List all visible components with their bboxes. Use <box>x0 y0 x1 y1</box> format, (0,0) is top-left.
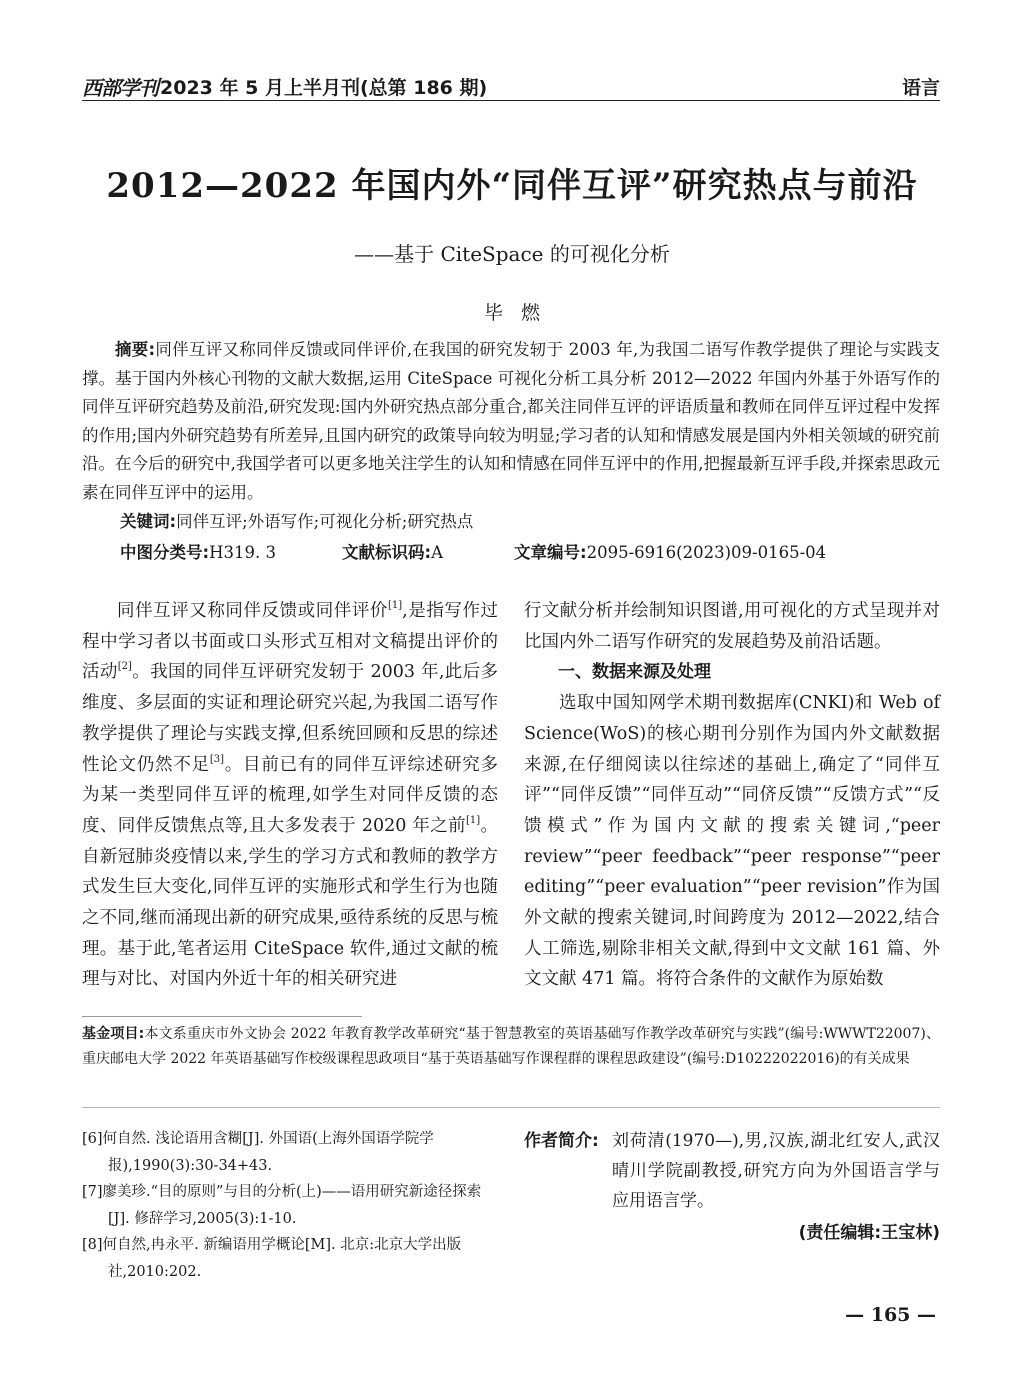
page-number: — 165 — <box>845 1304 936 1326</box>
section-divider <box>82 1107 940 1108</box>
clc-label: 中图分类号: <box>120 543 210 562</box>
keywords <box>120 508 473 532</box>
article-number <box>514 539 826 563</box>
author-name: 毕燃 <box>483 302 558 324</box>
intro-paragraph <box>82 596 498 995</box>
text-run: 同伴互评又称同伴反馈或同伴评价 <box>117 601 388 621</box>
header-rule <box>82 100 940 101</box>
document-code <box>342 539 443 563</box>
body-right-column <box>524 596 940 995</box>
reference-item: [8]何自然,冉永平. 新编语用学概论[M]. 北京:北京大学出版社,2010:202. <box>82 1237 462 1280</box>
clc-value: H319. 3 <box>209 543 276 562</box>
reference-list <box>82 1126 502 1285</box>
text-run: 。我国的同伴互评研究发轫于 2003 年,此后多维度、多层面的实证和理论研究兴起,为我国二语写作教学提供了理论与实践支撑,但系统回顾和反思的综述性论文仍然不足 <box>82 662 499 775</box>
body-left-column <box>82 596 498 995</box>
section-label: 语言 <box>901 77 940 99</box>
reference-item: [7]廖美珍.“目的原则”与目的分析(上)——语用研究新途径探索[J]. 修辞学习,2005(3):1-10. <box>82 1184 482 1227</box>
running-header <box>82 70 940 100</box>
citation: [1] <box>387 600 403 611</box>
editor-note: (责任编辑:王宝林) <box>798 1223 940 1243</box>
doc-value: A <box>431 543 444 562</box>
keywords-label: 关键词: <box>120 512 177 531</box>
section-heading: 一、数据来源及处理 <box>558 662 711 683</box>
citation: [1] <box>465 814 481 826</box>
keywords-text: 同伴互评;外语写作;可视化分析;研究热点 <box>176 512 474 531</box>
data-source-paragraph: 选取中国知网学术期刊数据库(CNKI)和 Web of Science(WoS)的核心期刊分别作为国内外文献数据来源,在仔细阅读以往综述的基础上,确定了“同伴互评”“同伴反馈”“同伴互动”“同侪反馈”“反馈方式”“反馈模式”作为国内文献的搜索关键词,“peer review”“peer feedback”“peer response”“peer editing”“peer evaluation”“peer revision”作为国外文献的搜索关键词,时间跨度为 2012—2022,结合人工筛选,剔除非相关文献,得到中文文献 161 篇、外文文献 471 篇。将符合条件的文献作为原始数 <box>524 693 940 990</box>
text-run: 。自新冠肺炎疫情以来,学生的学习方式和教师的教学方式发生巨大变化,同伴互评的实施形式和学生行为也随之不同,继而涌现出新的研究成果,亟待系统的反思与梳理。基于此,笔者运用 CiteSpace 软件,通过文献的梳理与对比、对国内外近十年的相关研究进 <box>82 815 498 990</box>
article-label: 文章编号: <box>514 543 587 562</box>
abstract <box>82 336 940 507</box>
funding-note <box>82 1022 940 1072</box>
intro-paragraph-continued: 行文献分析并绘制知识图谱,用可视化的方式呈现并对比国内外二语写作研究的发展趋势及前沿话题。 <box>524 601 940 652</box>
footnote-rule <box>82 1016 362 1017</box>
abstract-text: 同伴互评又称同伴反馈或同伴评价,在我国的研究发轫于 2003 年,为我国二语写作教学提供了理论与实践支撑。基于国内外核心刊物的文献大数据,运用 CiteSpace 可视化分析工具分析 2012—2022 年国内外基于外语写作的同伴互评研究趋势及前沿,研究发现:国内外研究热点部分重合,都关注同伴互评的评语质量和教师在同伴互评过程中发挥的作用;国内外研究趋势有所差异,且国内研究的政策导向较为明显;学习者的认知和情感发展是国内外相关领域的研究前沿。在今后的研究中,我国学者可以更多地关注学生的认知和情感在同伴互评中的作用,把握最新互评手段,并探索思政元素在同伴互评中的运用。 <box>82 340 940 502</box>
citation: [2] <box>117 661 132 673</box>
doc-label: 文献标识码: <box>342 543 432 562</box>
journal-logo: 西部学刊 <box>82 76 158 100</box>
author-bio-text: 刘荷清(1970—),男,汉族,湖北红安人,武汉晴川学院副教授,研究方向为外国语言学与应用语言学。 <box>612 1131 940 1211</box>
text-run: 。目前已有的同伴互评综述研究多为某一类型同伴互评的梳理,如学生对同伴反馈的态度、同伴反馈焦点等,且大多发表于 2020 年之前 <box>82 754 499 836</box>
abstract-label: 摘要: <box>115 340 156 359</box>
author-bio-label: 作者简介: <box>524 1131 599 1151</box>
funding-text: 本文系重庆市外文协会 2022 年教育教学改革研究“基于智慧教室的英语基础写作教学改革研究与实践”(编号:WWWT22007)、重庆邮电大学 2022 年英语基础写作校级课程思政项目“基于英语基础写作课程群的课程思政建设”(编号:D10222022016)的有关成果 <box>82 1026 940 1067</box>
citation: [3] <box>209 753 225 765</box>
text-run: ,是指写作过程中学习者以书面或口头形式互相对文稿提出评价的活动 <box>82 601 499 683</box>
reference-item: [6]何自然. 浅论语用含糊[J]. 外国语(上海外国语学院学报),1990(3):30-34+43. <box>82 1131 434 1174</box>
page-title: 2012—2022 年国内外“同伴互评”研究热点与前沿 <box>106 166 918 206</box>
issue-info: 2023 年 5 月上半月刊(总第 186 期) <box>160 77 488 99</box>
funding-label: 基金项目: <box>82 1026 145 1042</box>
page-subtitle: ——基于 CiteSpace 的可视化分析 <box>354 242 670 266</box>
article-value: 2095-6916(2023)09-0165-04 <box>586 543 827 562</box>
clc-number <box>120 539 276 563</box>
